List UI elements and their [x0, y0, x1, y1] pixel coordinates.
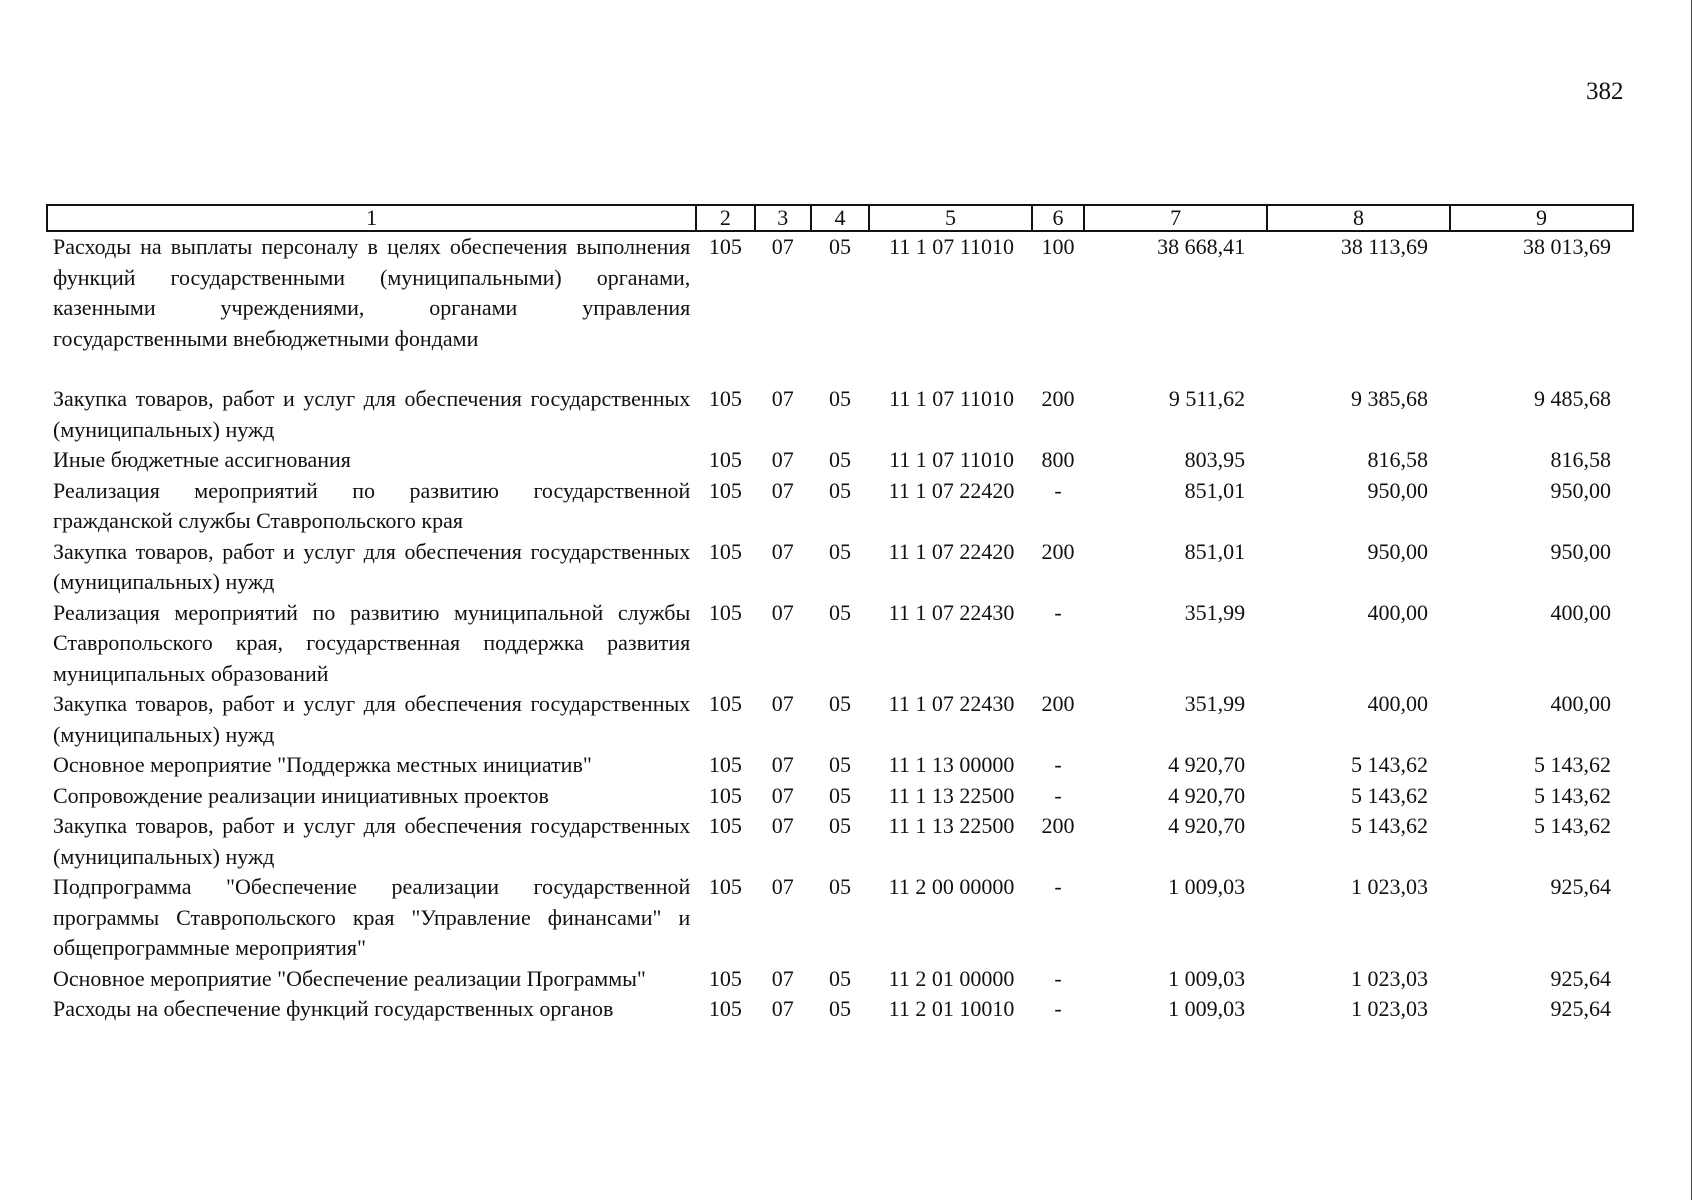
row-col-7: 9 511,62 — [1168, 386, 1246, 411]
table-row — [47, 872, 1633, 964]
row-col-5: 11 1 07 22420 — [888, 477, 1015, 503]
row-col-6: 100 — [1041, 234, 1075, 259]
row-col-2: 105 — [708, 996, 742, 1021]
row-col-9: 9 485,68 — [1534, 386, 1611, 411]
row-col-9: 5 143,62 — [1534, 813, 1611, 838]
row-col-6: - — [1054, 752, 1062, 777]
row-name: Основное мероприятие "Обеспечение реализации Программы" — [53, 965, 646, 991]
row-col-2: 105 — [708, 965, 742, 991]
row-col-8: 400,00 — [1367, 599, 1429, 625]
row-col-4: 05 — [828, 477, 851, 503]
row-col-5: 11 1 07 22430 — [888, 599, 1015, 625]
row-col-9: 400,00 — [1550, 599, 1611, 625]
row-col-3: 07 — [771, 538, 794, 564]
row-col-7: 351,99 — [1184, 599, 1246, 625]
row-name: Сопровождение реализации инициативных проектов — [53, 782, 549, 808]
row-col-8: 950,00 — [1367, 538, 1429, 564]
row-name: Расходы на обеспечение функций государственных органов — [53, 996, 614, 1021]
row-col-5: 11 1 07 11010 — [889, 386, 1014, 411]
row-col-3: 07 — [771, 996, 794, 1021]
row-col-2: 105 — [708, 386, 742, 411]
row-col-2: 105 — [708, 691, 742, 716]
row-col-6: 800 — [1041, 447, 1075, 472]
row-col-7: 1 009,03 — [1168, 965, 1246, 991]
row-col-8: 5 143,62 — [1351, 813, 1429, 838]
row-col-3: 07 — [771, 752, 794, 777]
row-col-7: 851,01 — [1184, 477, 1246, 503]
row-col-3: 07 — [771, 874, 794, 899]
row-name: Основное мероприятие "Поддержка местных инициатив" — [53, 752, 592, 777]
row-col-7: 1 009,03 — [1168, 874, 1246, 899]
row-name: Закупка товаров, работ и услуг для обеспечения государственных (муниципальных) нужд — [53, 386, 691, 442]
table-row — [47, 811, 1633, 872]
row-col-8: 400,00 — [1367, 691, 1429, 716]
row-col-4: 05 — [828, 782, 851, 808]
row-col-8: 1 023,03 — [1351, 965, 1429, 991]
row-col-6: 200 — [1041, 691, 1075, 716]
row-col-4: 05 — [828, 691, 851, 716]
row-name: Реализация мероприятий по развитию государственной гражданской службы Ставропольского края — [53, 477, 691, 533]
row-col-2: 105 — [708, 477, 742, 503]
row-name: Закупка товаров, работ и услуг для обеспечения государственных (муниципальных) нужд — [53, 691, 691, 747]
row-name: Иные бюджетные ассигнования — [53, 447, 351, 472]
row-col-2: 105 — [708, 234, 742, 259]
row-col-4: 05 — [828, 874, 851, 899]
row-col-3: 07 — [771, 691, 794, 716]
row-col-7: 4 920,70 — [1168, 752, 1246, 777]
row-col-2: 105 — [708, 538, 742, 564]
header-col-4: 4 — [811, 205, 869, 231]
row-col-8: 1 023,03 — [1351, 996, 1429, 1021]
table-row — [47, 231, 1633, 354]
row-name: Расходы на выплаты персоналу в целях обеспечения выполнения функций государственными (муниципальными) органами, казенными учреждениями, органами управления государственными внебюджетными фондами — [53, 234, 691, 351]
row-col-4: 05 — [828, 599, 851, 625]
row-col-2: 105 — [708, 447, 742, 472]
row-col-2: 105 — [708, 752, 742, 777]
row-col-9: 5 143,62 — [1534, 782, 1611, 808]
header-col-6: 6 — [1032, 205, 1084, 231]
row-col-3: 07 — [771, 386, 794, 411]
row-col-9: 38 013,69 — [1523, 234, 1611, 259]
row-col-3: 07 — [771, 234, 794, 259]
header-row — [47, 205, 1633, 231]
row-col-3: 07 — [771, 447, 794, 472]
table-row — [47, 964, 1633, 995]
row-col-8: 816,58 — [1367, 447, 1429, 472]
row-col-3: 07 — [771, 782, 794, 808]
row-col-5: 11 1 13 00000 — [888, 752, 1015, 777]
table-row — [47, 598, 1633, 690]
row-col-6: - — [1054, 599, 1062, 625]
row-col-6: - — [1054, 965, 1062, 991]
table-row — [47, 689, 1633, 750]
row-col-5: 11 2 01 00000 — [888, 965, 1015, 991]
row-col-9: 400,00 — [1550, 691, 1611, 716]
row-col-5: 11 2 00 00000 — [888, 874, 1015, 899]
row-col-5: 11 2 01 10010 — [888, 996, 1015, 1021]
row-col-4: 05 — [828, 386, 851, 411]
row-col-5: 11 1 07 22430 — [888, 691, 1015, 716]
header-col-7: 7 — [1084, 205, 1267, 231]
row-col-3: 07 — [771, 813, 794, 838]
row-col-7: 38 668,41 — [1157, 234, 1246, 259]
table-row — [47, 994, 1633, 1025]
row-col-7: 4 920,70 — [1168, 813, 1246, 838]
row-col-4: 05 — [828, 752, 851, 777]
row-col-6: - — [1054, 477, 1062, 503]
header-col-5: 5 — [869, 205, 1032, 231]
table-row — [47, 781, 1633, 812]
row-col-5: 11 1 13 22500 — [888, 782, 1015, 808]
row-col-8: 5 143,62 — [1351, 752, 1429, 777]
row-col-5: 11 1 13 22500 — [888, 813, 1015, 838]
row-col-6: - — [1054, 782, 1062, 808]
row-col-2: 105 — [708, 599, 742, 625]
row-col-6: 200 — [1041, 813, 1075, 838]
row-col-6: 200 — [1041, 386, 1075, 411]
table-row — [47, 750, 1633, 781]
row-col-4: 05 — [828, 965, 851, 991]
table-row — [47, 476, 1633, 537]
budget-table — [46, 204, 1634, 1025]
row-col-7: 803,95 — [1184, 447, 1246, 472]
row-col-5: 11 1 07 22420 — [888, 538, 1015, 564]
row-col-3: 07 — [771, 599, 794, 625]
row-col-7: 851,01 — [1184, 538, 1246, 564]
row-col-9: 925,64 — [1550, 965, 1611, 991]
row-col-4: 05 — [828, 447, 851, 472]
header-col-1: 1 — [47, 205, 696, 231]
row-col-5: 11 1 07 11010 — [889, 447, 1014, 472]
row-col-9: 950,00 — [1550, 477, 1611, 503]
row-col-7: 351,99 — [1184, 691, 1246, 716]
header-col-2: 2 — [696, 205, 754, 231]
header-col-9: 9 — [1450, 205, 1633, 231]
scan-edge-line — [1691, 0, 1692, 1200]
table-row — [47, 384, 1633, 445]
row-col-8: 1 023,03 — [1351, 874, 1429, 899]
row-col-2: 105 — [708, 874, 742, 899]
row-col-9: 950,00 — [1550, 538, 1611, 564]
header-col-3: 3 — [755, 205, 811, 231]
row-col-8: 38 113,69 — [1340, 234, 1429, 259]
row-col-7: 1 009,03 — [1168, 996, 1246, 1021]
header-col-8: 8 — [1267, 205, 1450, 231]
row-col-6: 200 — [1041, 538, 1075, 564]
row-col-9: 5 143,62 — [1534, 752, 1611, 777]
row-col-6: - — [1054, 996, 1062, 1021]
table-row — [47, 445, 1633, 476]
row-col-5: 11 1 07 11010 — [889, 234, 1014, 259]
row-col-4: 05 — [828, 234, 851, 259]
row-col-4: 05 — [828, 813, 851, 838]
row-name: Реализация мероприятий по развитию муниципальной службы Ставропольского края, государственная поддержка развития муниципальных образований — [53, 599, 691, 686]
row-col-6: - — [1054, 874, 1062, 899]
table-row — [47, 537, 1633, 598]
row-col-2: 105 — [708, 782, 742, 808]
row-col-4: 05 — [828, 538, 851, 564]
row-col-7: 4 920,70 — [1168, 782, 1246, 808]
row-col-8: 950,00 — [1367, 477, 1429, 503]
row-name: Подпрограмма "Обеспечение реализации государственной программы Ставропольского края "Управление финансами" и общепрограммные мероприятия" — [53, 874, 691, 960]
row-name: Закупка товаров, работ и услуг для обеспечения государственных (муниципальных) нужд — [53, 538, 691, 594]
row-col-8: 5 143,62 — [1351, 782, 1429, 808]
row-col-4: 05 — [828, 996, 851, 1021]
row-col-3: 07 — [771, 477, 794, 503]
spacer-row — [47, 354, 1633, 384]
row-col-9: 816,58 — [1550, 447, 1611, 472]
row-name: Закупка товаров, работ и услуг для обеспечения государственных (муниципальных) нужд — [53, 813, 691, 869]
row-col-8: 9 385,68 — [1351, 386, 1429, 411]
row-col-2: 105 — [708, 813, 742, 838]
row-col-9: 925,64 — [1550, 874, 1611, 899]
row-col-3: 07 — [771, 965, 794, 991]
row-col-9: 925,64 — [1550, 996, 1611, 1021]
page-number: 382 — [1586, 78, 1624, 105]
